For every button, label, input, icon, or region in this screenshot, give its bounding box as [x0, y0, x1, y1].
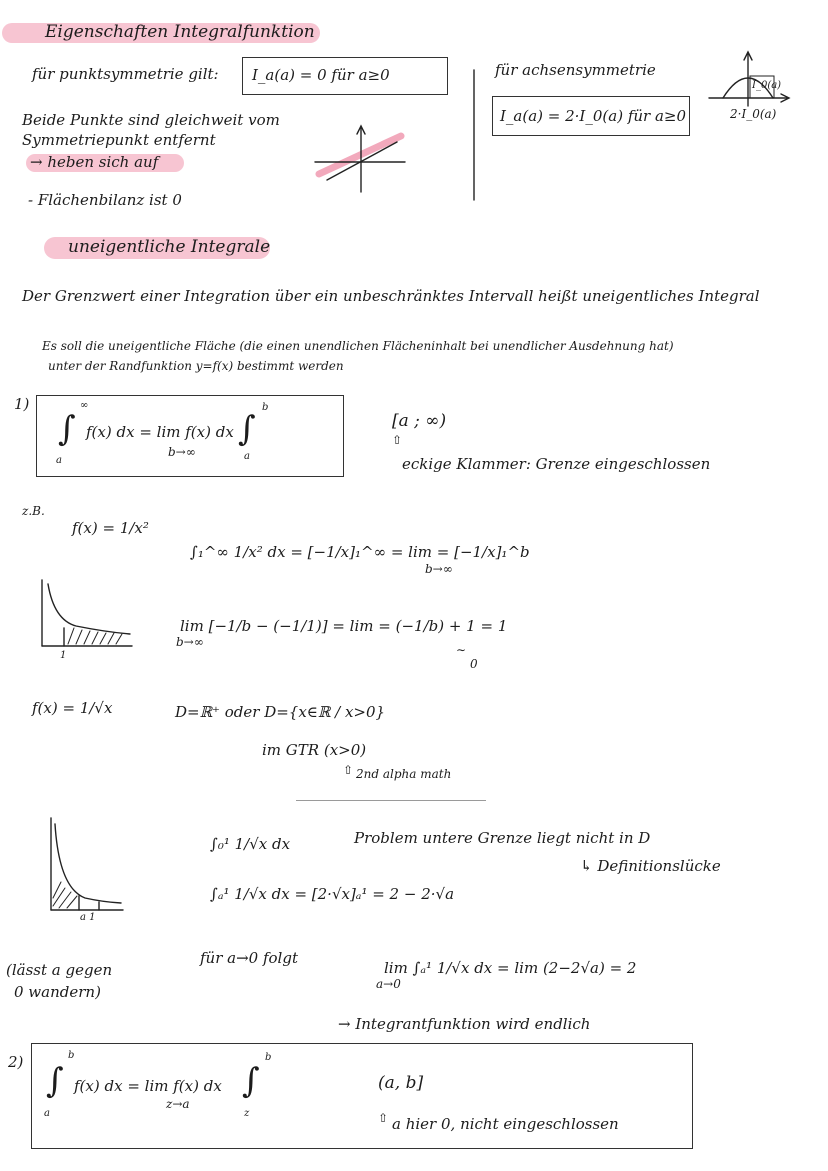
- section-title-integralfunktion: Eigenschaften Integralfunktion: [45, 22, 315, 42]
- example-graph-1: [36, 580, 136, 652]
- example-graph-2-ticks: a 1: [80, 912, 96, 923]
- improper-note-line2: unter der Randfunktion y=f(x) bestimmt werden: [48, 359, 344, 373]
- case1-number: 1): [14, 395, 30, 413]
- case2-interval-note: a hier 0, nicht eingeschlossen: [392, 1115, 619, 1133]
- case2-upper-bound: b: [68, 1050, 75, 1061]
- example-function-1: f(x) = 1/x²: [72, 519, 149, 537]
- case2-formula: f(x) dx = lim f(x) dx: [74, 1077, 222, 1095]
- example-gtr-arrow: ⇧: [343, 763, 354, 777]
- case-b-limit-sub: a→0: [376, 977, 401, 991]
- case2-interval: (a, b]: [378, 1073, 424, 1093]
- case2-interval-arrow: ⇧: [378, 1111, 389, 1125]
- axis-symmetry-label: für achsensymmetrie: [495, 61, 656, 79]
- example-equation-1: ∫₁^∞ 1/x² dx = [−1/x]₁^∞ = lim = [−1/x]₁^b: [190, 543, 530, 561]
- case2-number: 2): [8, 1053, 24, 1071]
- case1-integral-sign: ∫: [58, 409, 76, 449]
- example-graph-1-tick: 1: [60, 650, 67, 661]
- case-b-integral-1: ∫₀¹ 1/√x dx: [210, 835, 291, 853]
- case2-lower-bound: a: [44, 1108, 50, 1119]
- section-title-improper: uneigentliche Integrale: [68, 237, 271, 257]
- example-equation-2: lim [−1/b − (−1/1)] = lim = (−1/b) + 1 = 1: [180, 617, 508, 635]
- case-b-problem-1: Problem untere Grenze liegt nicht in D: [354, 829, 651, 847]
- case2-upper-bound-2: b: [265, 1052, 272, 1063]
- case1-lower-bound-2: a: [244, 451, 250, 462]
- example-limit-sub-1: b→∞: [425, 562, 453, 576]
- case2-integral-sign-2: ∫: [242, 1061, 260, 1101]
- case-b-integral-2: ∫ₐ¹ 1/√x dx = [2·√x]ₐ¹ = 2 − 2·√a: [210, 885, 455, 903]
- case-b-side-note-2: 0 wandern): [14, 983, 101, 1001]
- point-symmetry-label: für punktsymmetrie gilt:: [32, 65, 219, 83]
- improper-note-line1: Es soll die uneigentliche Fläche (die einen unendlichen Flächeninhalt bei unendlicher Ausdehnung hat): [42, 339, 674, 353]
- case2-integral-sign: ∫: [46, 1061, 64, 1101]
- case1-interval-arrow: ⇧: [392, 433, 403, 447]
- bullet-same-distance: Beide Punkte sind gleichweit vom: [22, 111, 280, 129]
- example-limit-sub-2: b→∞: [176, 635, 204, 649]
- section-divider: [296, 800, 486, 801]
- case-b-follow: für a→0 folgt: [200, 949, 298, 967]
- case-b-problem-2: ↳ Definitionslücke: [580, 857, 721, 875]
- example-to-zero-tilde: ∼: [456, 643, 467, 657]
- case1-upper-bound: ∞: [80, 400, 89, 411]
- case-b-limit-equation: lim ∫ₐ¹ 1/√x dx = lim (2−2√a) = 2: [384, 959, 637, 977]
- axis-symmetry-formula: I_a(a) = 2·I_0(a) für a≥0: [500, 107, 687, 125]
- example-label: z.B.: [22, 504, 45, 518]
- bullet-cancel: → heben sich auf: [30, 153, 159, 171]
- column-divider: [472, 70, 476, 200]
- case-b-conclusion: → Integrantfunktion wird endlich: [338, 1015, 591, 1033]
- case-b-side-note-1: (lässt a gegen: [6, 961, 113, 979]
- case1-upper-bound-2: b: [262, 402, 269, 413]
- point-symmetry-sketch: [315, 124, 405, 194]
- case1-interval-note: eckige Klammer: Grenze eingeschlossen: [402, 455, 711, 473]
- axis-sketch-label: 2·I_0(a): [730, 107, 777, 121]
- improper-definition: Der Grenzwert einer Integration über ein unbeschränktes Intervall heißt uneigentliches Integral: [22, 287, 760, 305]
- case2-limit-sub: z→a: [166, 1097, 190, 1111]
- bullet-symmetry-point: Symmetriepunkt entfernt: [22, 131, 216, 149]
- case1-interval: [a ; ∞): [392, 411, 447, 431]
- example-graph-2: [45, 818, 125, 916]
- axis-symmetry-sketch: [705, 50, 795, 110]
- example-gtr-note: 2nd alpha math: [356, 767, 452, 781]
- case2-box: [31, 1043, 693, 1149]
- example-domain: D=ℝ⁺ oder D={x∈ℝ / x>0}: [175, 703, 386, 721]
- example-to-zero: 0: [470, 657, 478, 671]
- bullet-balance-zero: - Flächenbilanz ist 0: [28, 191, 182, 209]
- axis-sketch-box-label: I_0(a): [752, 80, 782, 91]
- case2-lower-bound-2: z: [244, 1108, 250, 1119]
- case1-formula: f(x) dx = lim f(x) dx: [86, 423, 234, 441]
- case1-lower-bound: a: [56, 455, 62, 466]
- case1-integral-sign-2: ∫: [238, 409, 256, 449]
- example-gtr: im GTR (x>0): [262, 741, 367, 759]
- example-function-2: f(x) = 1/√x: [32, 699, 113, 717]
- case1-limit-sub: b→∞: [168, 445, 196, 459]
- point-symmetry-formula: I_a(a) = 0 für a≥0: [252, 66, 390, 84]
